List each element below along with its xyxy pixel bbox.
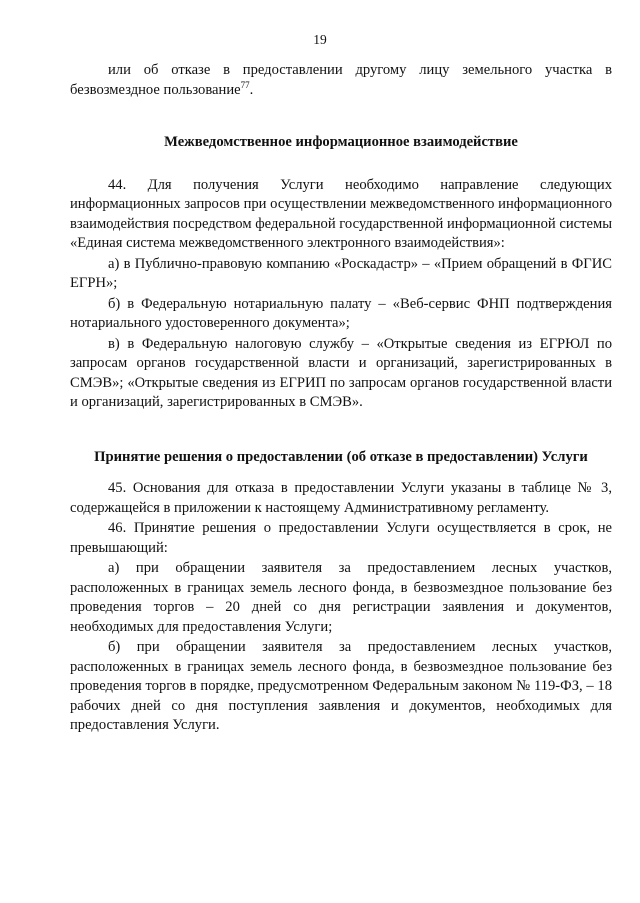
intro-paragraph bbox=[70, 61, 612, 100]
footnote-ref[interactable]: 77 bbox=[240, 79, 250, 90]
paragraph-44-b: б) в Федеральную нотариальную палату – «Веб-сервис ФНП подтверждения нотариального удостоверенного документа»; bbox=[70, 295, 612, 331]
paragraph-46: 46. Принятие решения о предоставлении Услуги осуществляется в срок, не превышающий: bbox=[70, 520, 612, 556]
paragraph-44-c: в) в Федеральную налоговую службу – «Открытые сведения из ЕГРЮЛ по запросам органов государственной власти и организаций, зарегистрированных в СМЭВ»; «Открытые сведения из ЕГРИП по запросам органов государственной власти и организаций, зарегистрированных в СМЭВ». bbox=[70, 335, 612, 410]
paragraph-46-b: б) при обращении заявителя за предоставлением лесных участков, расположенных в границах земель лесного фонда, в безвозмездное пользование без проведения торгов в порядке, предусмотренном Федеральным законом № 119-ФЗ, – 18 рабочих дней со дня поступления заявления и документов, необходимых для предоставления Услуги. bbox=[70, 639, 612, 733]
page-content bbox=[70, 61, 612, 736]
intro-text: или об отказе в предоставлении другому лицу земельного участка в безвозмездное пользование bbox=[70, 62, 612, 98]
section-heading-decision: Принятие решения о предоставлении (об отказе в предоставлении) Услуги bbox=[94, 448, 588, 465]
page-number: 19 bbox=[313, 32, 327, 47]
paragraph-46-a: а) при обращении заявителя за предоставлением лесных участков, расположенных в границах земель лесного фонда, в безвозмездное пользование без проведения торгов – 20 дней со дня регистрации заявления и документов, необходимых для предоставления Услуги; bbox=[70, 560, 612, 635]
paragraph-45: 45. Основания для отказа в предоставлении Услуги указаны в таблице № 3, содержащейся в приложении к настоящему Административному регламенту. bbox=[70, 480, 612, 516]
intro-end: . bbox=[249, 81, 254, 98]
section-heading-interagency: Межведомственное информационное взаимодействие bbox=[164, 134, 518, 150]
paragraph-44-a: а) в Публично-правовую компанию «Роскадастр» – «Прием обращений в ФГИС ЕГРН»; bbox=[70, 255, 612, 291]
paragraph-44: 44. Для получения Услуги необходимо направление следующих информационных запросов при осуществлении межведомственного информационного взаимодействия посредством федеральной государственной информационной системы «Единая система межведомственного электронного взаимодействия»: bbox=[70, 176, 612, 251]
